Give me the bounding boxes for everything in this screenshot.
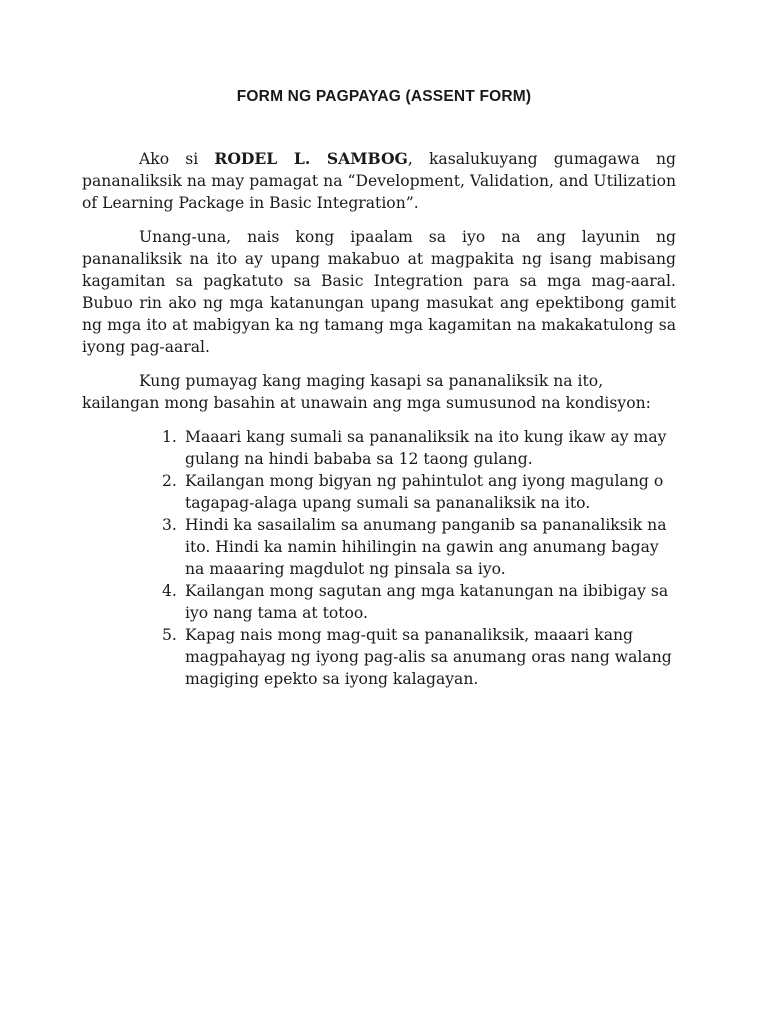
list-item-text: Maaari kang sumali sa pananaliksik na ito kung ikaw ay may gulang na hindi bababa sa 12 taong gulang. (185, 428, 667, 468)
consent-paragraph: Kung pumayag kang maging kasapi sa pananaliksik na ito, kailangan mong basahin at unawain ang mga sumusunod na kondisyon: (82, 372, 651, 412)
list-item-number: 4. (162, 582, 177, 600)
intro-prefix: Ako si (139, 150, 215, 168)
purpose-paragraph: Unang-una, nais kong ipaalam sa iyo na ang layunin ng pananaliksik na ito ay upang makabuo at magpakita ng isang mabisang kagamitan sa pagkatuto sa Basic Integration para sa mga mag-aaral. Bubuo rin ako ng mga katanungan upang masukat ang epektibong gamit ng mga ito at mabigyan ka ng tamang mga kagamitan na makakatulong sa iyong pag-aaral. (82, 228, 676, 356)
list-item-text: Hindi ka sasailalim sa anumang panganib sa pananaliksik na ito. Hindi ka namin hihilingin na gawin ang anumang bagay na maaaring magdulot ng pinsala sa iyo. (185, 516, 667, 578)
list-item-number: 2. (162, 472, 177, 490)
list-item-text: Kailangan mong bigyan ng pahintulot ang iyong magulang o tagapag-alaga upang sumali sa pananaliksik na ito. (185, 472, 664, 512)
list-item-number: 5. (162, 626, 177, 644)
list-item-text: Kailangan mong sagutan ang mga katanungan na ibibigay sa iyo nang tama at totoo. (185, 582, 669, 622)
document-title: FORM NG PAGPAYAG (ASSENT FORM) (236, 88, 532, 105)
list-item (162, 470, 674, 514)
researcher-name: RODEL L. SAMBOG (214, 149, 408, 168)
list-item-text: Kapag nais mong mag-quit sa pananaliksik, maaari kang magpahayag ng iyong pag-alis sa anumang oras nang walang magiging epekto sa iyong kalagayan. (185, 626, 672, 688)
list-item (162, 580, 674, 624)
list-item (162, 426, 674, 470)
list-item (162, 514, 674, 580)
intro-suffix: , kasalukuyang gumagawa ng pananaliksik na may pamagat na “Development, Validation, and Utilization of Learning Package in Basic Integration”. (82, 150, 676, 212)
intro-paragraph (82, 148, 676, 214)
list-item (162, 624, 674, 690)
list-item-number: 1. (162, 428, 177, 446)
conditions-list (162, 426, 674, 690)
document-body (82, 148, 676, 690)
list-item-number: 3. (162, 516, 177, 534)
